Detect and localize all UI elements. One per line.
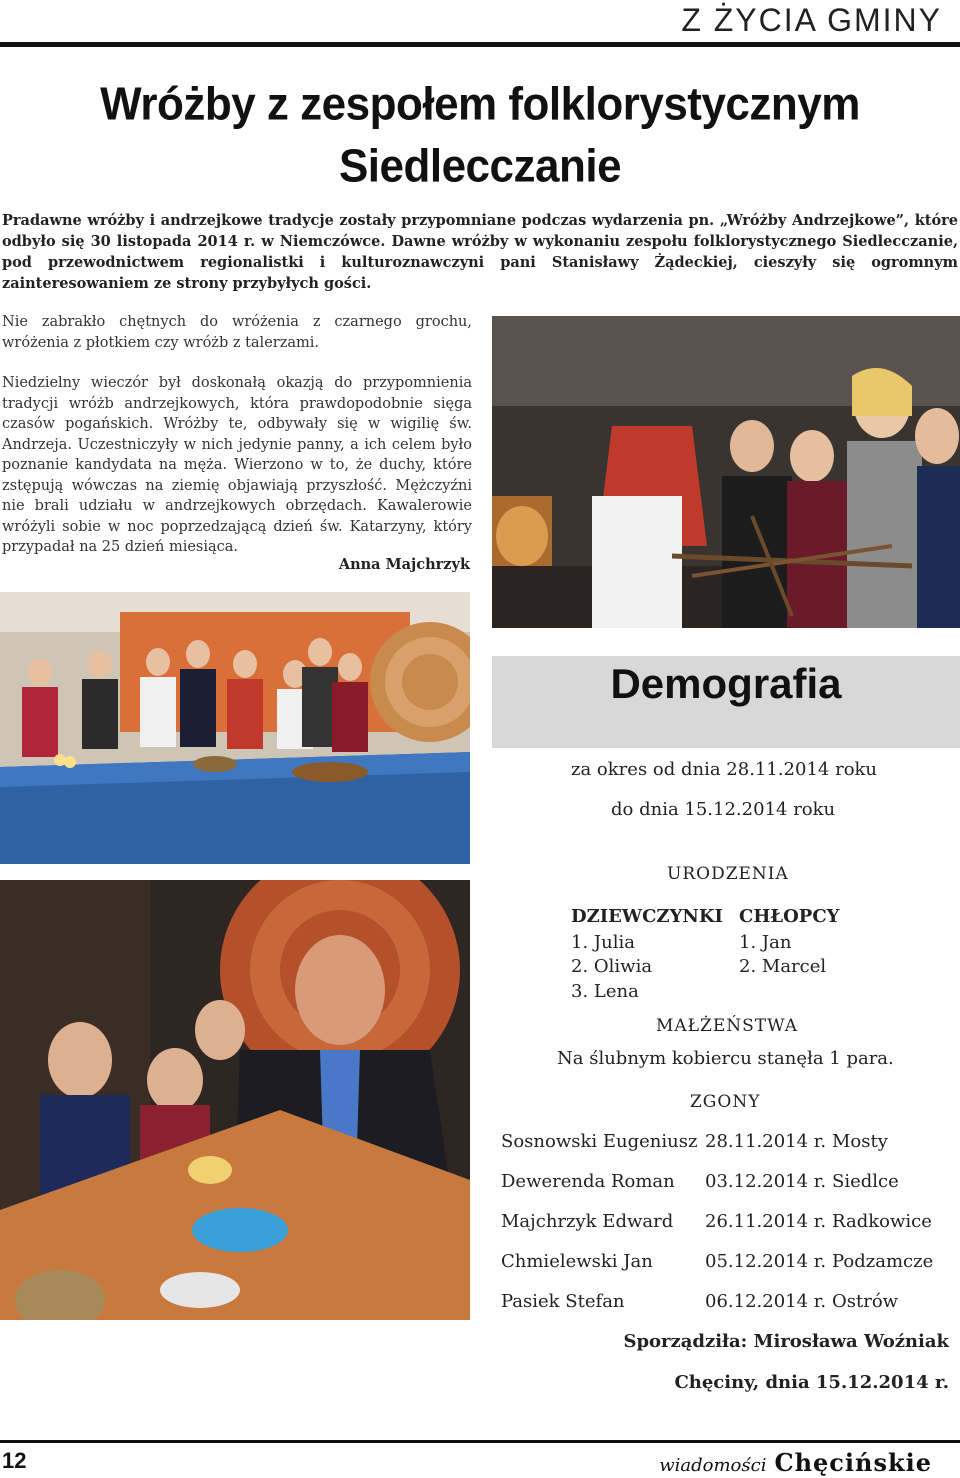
article-lead: Pradawne wróżby i andrzejkowe tradycje zostały przypomniane podczas wydarzenia pn. „Wróżby Andrzejkowe”, które odbyło się 30 listopada 2014 r. w Niemczówce. Dawne wróżby w wykonaniu zespołu folklorystycznego Siedlecczanie, pod przewodnictwem regionalistki i kulturoznawczyni pani Stanisławy Żądeckiej, cieszyły się ogromnym zainteresowaniem ze strony przybyłych gości.	[2, 212, 958, 292]
period-to: do dnia 15.12.2014 roku	[611, 799, 836, 820]
page-number: 12	[2, 1448, 27, 1473]
article-title-line2: Siedlecczanie	[338, 140, 622, 193]
death-name: Majchrzyk Edward	[501, 1211, 674, 1232]
magazine-masthead	[659, 1448, 932, 1477]
article-author: Anna Majchrzyk	[338, 556, 470, 573]
death-date: 06.12.2014 r.	[705, 1291, 827, 1312]
girl-2: 2. Oliwia	[571, 956, 653, 977]
period-from: za okres od dnia 28.11.2014 roku	[571, 759, 878, 780]
demografia-title: Demografia	[610, 660, 842, 707]
death-date: 26.11.2014 r.	[705, 1211, 827, 1232]
girl-3: 3. Lena	[571, 981, 639, 1002]
footer-rule	[0, 1440, 960, 1443]
marriages-label: MAŁŻEŃSTWA	[656, 1016, 799, 1036]
death-place: Podzamcze	[832, 1251, 934, 1272]
death-place: Mosty	[832, 1131, 888, 1152]
deaths-label: ZGONY	[690, 1092, 761, 1112]
place-date: Chęciny, dnia 15.12.2014 r.	[674, 1372, 949, 1393]
boy-2: 2. Marcel	[739, 956, 827, 977]
section-header: Z ŻYCIA GMINY	[681, 2, 942, 38]
magazine-prefix: wiadomości	[659, 1455, 767, 1476]
girls-header: DZIEWCZYNKI	[571, 906, 723, 927]
photo-zespol-grupa	[0, 592, 470, 864]
boys-header: CHŁOPCY	[739, 906, 840, 927]
article-paragraph-1: Nie zabrakło chętnych do wróżenia z czarnego grochu, wróżenia z płotkiem czy wróżb z talerzami.	[2, 314, 472, 351]
death-place: Siedlce	[832, 1171, 899, 1192]
article-paragraph-2: Niedzielny wieczór był doskonałą okazją do przypomnienia tradycji wróżb andrzejkowych, która prawdopodobnie sięga czasów pogańskich. Wróżby te, odbywały się w wigilię św. Andrzeja. Uczestniczyły w nich jedynie panny, a ich celem było poznanie kandydata na męża. Wierzono w to, że duchy, które zstępują wówczas na ziemię objawiają przyszłość. Mężczyźni nie brali udziału w andrzejkowych obrzędach. Kawalerowie wróżyli sobie w noc poprzedzającą dzień św. Katarzyny, który przypadał na 25 dzień miesiąca.	[2, 375, 472, 555]
births-label: URODZENIA	[667, 864, 789, 884]
death-place: Radkowice	[832, 1211, 932, 1232]
death-name: Pasiek Stefan	[501, 1291, 625, 1312]
death-date: 05.12.2014 r.	[705, 1251, 827, 1272]
prepared-by: Sporządziła: Mirosława Woźniak	[623, 1331, 949, 1352]
death-name: Chmielewski Jan	[501, 1251, 653, 1272]
header-rule	[0, 42, 960, 47]
death-name: Dewerenda Roman	[501, 1171, 675, 1192]
photo-wrozba-z-woskiem	[0, 880, 470, 1320]
death-date: 28.11.2014 r.	[705, 1131, 827, 1152]
boy-1: 1. Jan	[739, 932, 792, 953]
death-name: Sosnowski Eugeniusz	[501, 1131, 698, 1152]
photo-wrozby-plotek	[492, 316, 960, 628]
magazine-name: Chęcińskie	[774, 1448, 932, 1477]
death-date: 03.12.2014 r.	[705, 1171, 827, 1192]
article-title-line1: Wróżby z zespołem folklorystycznym	[100, 78, 860, 131]
death-place: Ostrów	[832, 1291, 899, 1312]
marriages-text: Na ślubnym kobiercu stanęła 1 para.	[557, 1048, 894, 1069]
girl-1: 1. Julia	[571, 932, 635, 953]
